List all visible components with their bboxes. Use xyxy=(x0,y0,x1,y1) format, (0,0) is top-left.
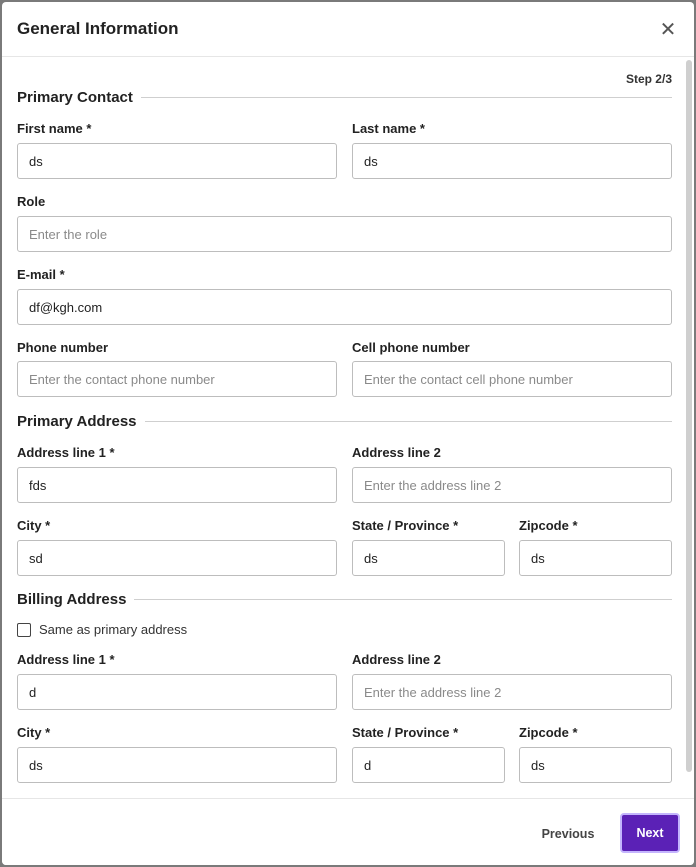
first-name-label: First name * xyxy=(17,121,92,136)
same-as-primary-checkbox[interactable] xyxy=(17,623,31,637)
section-heading: Primary Contact xyxy=(17,88,133,106)
dialog-header xyxy=(2,2,694,57)
scrollbar[interactable] xyxy=(686,60,692,772)
phone-label: Phone number xyxy=(17,340,109,355)
role-field[interactable] xyxy=(17,216,672,252)
section-primary-address xyxy=(17,411,672,431)
dialog-footer xyxy=(2,798,694,865)
billing-address-line1-field[interactable] xyxy=(17,674,337,710)
billing-address-line2-label: Address line 2 xyxy=(352,652,441,667)
billing-address-line1-label: Address line 1 * xyxy=(17,652,115,667)
billing-zipcode-field[interactable] xyxy=(519,747,672,783)
email-label: E-mail * xyxy=(17,267,65,282)
same-as-primary-label[interactable]: Same as primary address xyxy=(39,622,188,637)
section-heading: Primary Address xyxy=(17,412,137,430)
next-button[interactable]: Next xyxy=(620,813,680,853)
last-name-field[interactable] xyxy=(352,143,672,179)
address-line1-label: Address line 1 * xyxy=(17,445,115,460)
phone-field[interactable] xyxy=(17,361,337,397)
address-line1-field[interactable] xyxy=(17,467,337,503)
city-field[interactable] xyxy=(17,540,337,576)
address-line2-field[interactable] xyxy=(352,467,672,503)
email-field[interactable] xyxy=(17,289,672,325)
section-primary-contact xyxy=(17,87,672,107)
billing-state-field[interactable] xyxy=(352,747,505,783)
billing-city-field[interactable] xyxy=(17,747,337,783)
last-name-label: Last name * xyxy=(352,121,425,136)
city-label: City * xyxy=(17,518,51,533)
billing-city-label: City * xyxy=(17,725,51,740)
close-icon[interactable]: ✕ xyxy=(659,19,677,41)
section-billing-address xyxy=(17,589,672,609)
zipcode-label: Zipcode * xyxy=(519,518,578,533)
cell-phone-label: Cell phone number xyxy=(352,340,470,355)
previous-button[interactable]: Previous xyxy=(538,819,598,849)
zipcode-field[interactable] xyxy=(519,540,672,576)
general-information-dialog xyxy=(2,2,694,865)
state-field[interactable] xyxy=(352,540,505,576)
same-as-primary-row[interactable] xyxy=(17,622,187,637)
state-label: State / Province * xyxy=(352,518,459,533)
step-indicator: Step 2/3 xyxy=(625,72,672,86)
billing-address-line2-field[interactable] xyxy=(352,674,672,710)
address-line2-label: Address line 2 xyxy=(352,445,441,460)
billing-state-label: State / Province * xyxy=(352,725,459,740)
dialog-title: General Information xyxy=(17,19,179,38)
divider xyxy=(145,421,672,422)
first-name-field[interactable] xyxy=(17,143,337,179)
cell-phone-field[interactable] xyxy=(352,361,672,397)
divider xyxy=(134,599,672,600)
billing-zipcode-label: Zipcode * xyxy=(519,725,578,740)
section-heading: Billing Address xyxy=(17,590,127,608)
role-label: Role xyxy=(17,194,46,209)
divider xyxy=(141,97,672,98)
